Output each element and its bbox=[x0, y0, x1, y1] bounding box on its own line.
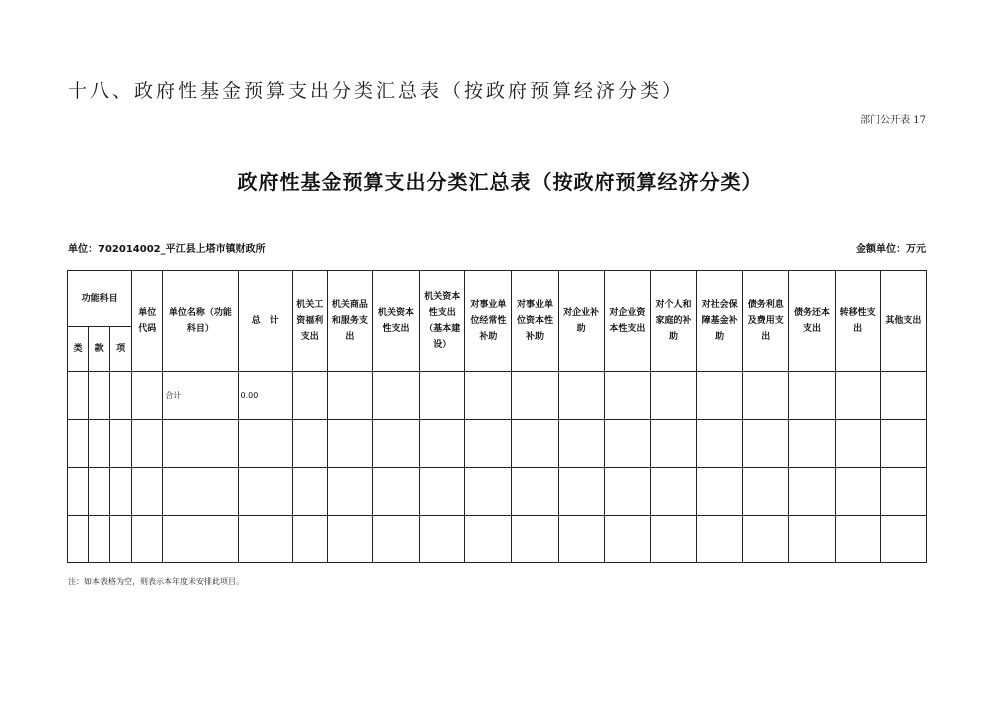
table-row bbox=[68, 468, 927, 516]
header-col: 机关商品和服务支出 bbox=[327, 271, 372, 372]
header-col: 机关工资福利支出 bbox=[292, 271, 327, 372]
table-row bbox=[68, 420, 927, 468]
header-col: 债务利息及费用支出 bbox=[743, 271, 789, 372]
header-col: 债务还本支出 bbox=[789, 271, 835, 372]
header-kuan: 款 bbox=[89, 327, 110, 372]
header-col: 对社会保障基金补助 bbox=[697, 271, 743, 372]
expenditure-table bbox=[67, 270, 927, 563]
footnote: 注：如本表格为空，则表示本年度未安排此项目。 bbox=[68, 577, 244, 586]
header-col: 对个人和家庭的补助 bbox=[650, 271, 696, 372]
header-col: 转移性支出 bbox=[835, 271, 880, 372]
header-function-subject: 功能科目 bbox=[68, 271, 132, 327]
table-row bbox=[68, 372, 927, 420]
table-row bbox=[68, 516, 927, 563]
header-total: 总 计 bbox=[238, 271, 292, 372]
row-name-cell: 合计 bbox=[163, 372, 238, 420]
header-unit-name: 单位名称（功能科目） bbox=[163, 271, 238, 372]
header-lei: 类 bbox=[68, 327, 89, 372]
header-xiang: 项 bbox=[110, 327, 132, 372]
header-col: 机关资本性支出（基本建设） bbox=[420, 271, 465, 372]
header-unit-code: 单位代码 bbox=[132, 271, 163, 372]
page-reference: 部门公开表 17 bbox=[860, 115, 926, 126]
header-col: 对企业资本性支出 bbox=[604, 271, 650, 372]
header-col: 其他支出 bbox=[880, 271, 926, 372]
header-col: 对事业单位资本性补助 bbox=[512, 271, 558, 372]
section-title: 十八、政府性基金预算支出分类汇总表（按政府预算经济分类） bbox=[68, 80, 685, 102]
amount-unit-label: 金额单位：万元 bbox=[856, 244, 926, 255]
row-total-cell: 0.00 bbox=[238, 372, 292, 420]
unit-label: 单位：702014002_平江县上塔市镇财政所 bbox=[68, 244, 266, 255]
header-col: 对事业单位经常性补助 bbox=[465, 271, 512, 372]
header-col: 机关资本性支出 bbox=[372, 271, 419, 372]
table-title: 政府性基金预算支出分类汇总表（按政府预算经济分类） bbox=[237, 170, 763, 194]
header-col: 对企业补助 bbox=[558, 271, 604, 372]
